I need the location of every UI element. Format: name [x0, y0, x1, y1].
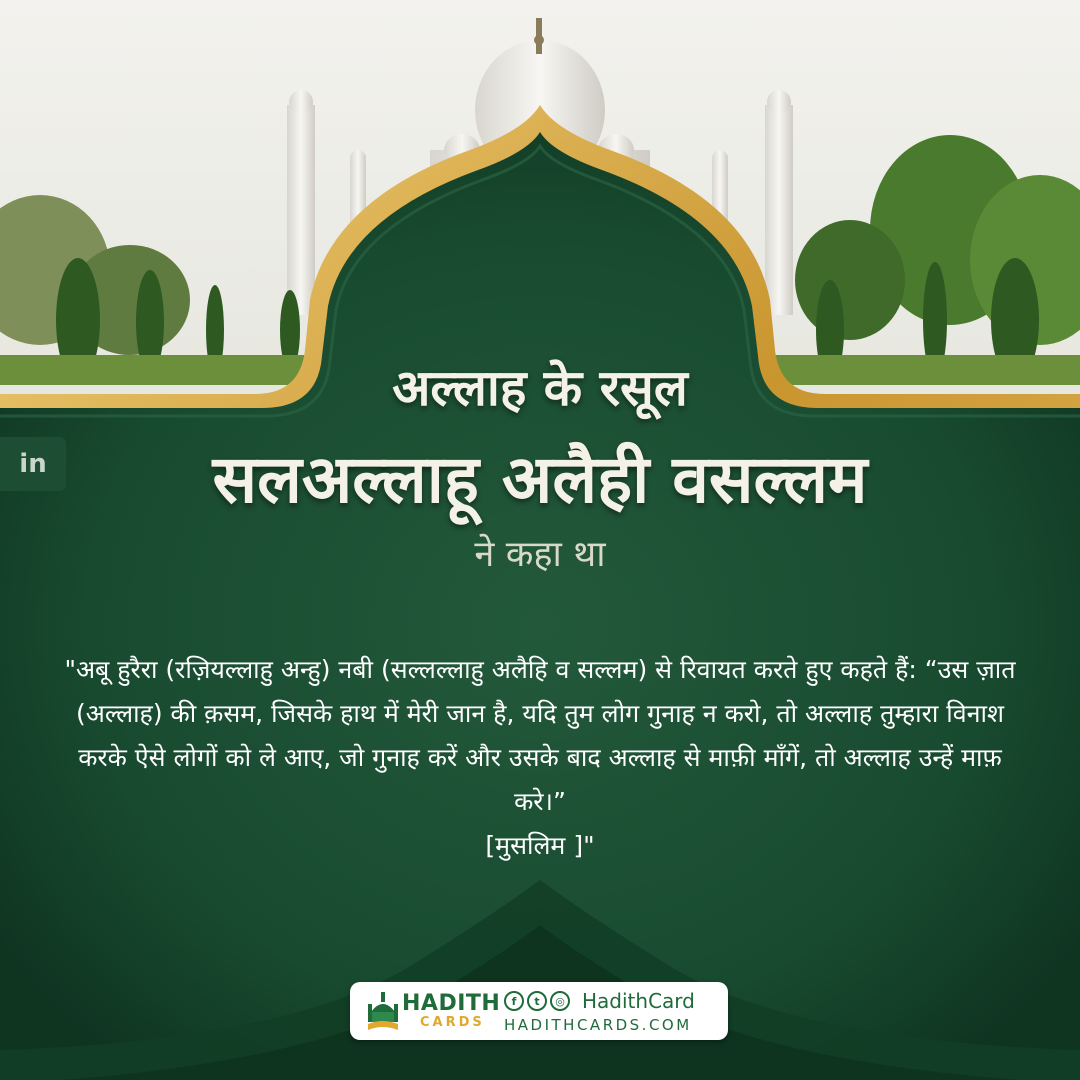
hadith-quote	[50, 648, 1030, 868]
twitter-icon[interactable]: t	[527, 991, 547, 1011]
instagram-icon[interactable]: ◎	[550, 991, 570, 1011]
social-handle: HadithCard	[582, 989, 695, 1013]
linkedin-icon: in	[19, 449, 47, 479]
heading-line-3: ने कहा था	[474, 534, 606, 575]
footer-brand-badge[interactable]	[350, 982, 728, 1040]
facebook-icon[interactable]: f	[504, 991, 524, 1011]
mosque-book-icon	[366, 990, 400, 1034]
social-icons	[504, 991, 570, 1011]
website-link[interactable]: HADITHCARDS.COM	[504, 1016, 692, 1034]
hadith-text: "अबू हुरैरा (रज़ियल्लाहु अन्हु) नबी (सल्लल्लाहु अलैहि व सल्लम) से रिवायत करते हुए कहते हैं: “उस ज़ात (अल्लाह) की क़सम, जिसके हाथ में मेरी जान है, यदि तुम लोग गुनाह न करो, तो अल्लाह तुम्हारा विनाश करके ऐसे लोगों को ले आए, जो गुनाह करें और उसके बाद अल्लाह से माफ़ी माँगें, तो अल्लाह उन्हें माफ़ करे।”	[64, 655, 1016, 816]
heading-line-1: अल्लाह के रसूल	[392, 359, 688, 417]
brand-name: HADITH	[402, 991, 501, 1016]
hadith-source: [मुसलिम ]"	[485, 831, 595, 860]
brand-subname: CARDS	[420, 1015, 485, 1030]
heading-line-2: सलअल्लाहू अलैही वसल्लम	[212, 441, 868, 518]
